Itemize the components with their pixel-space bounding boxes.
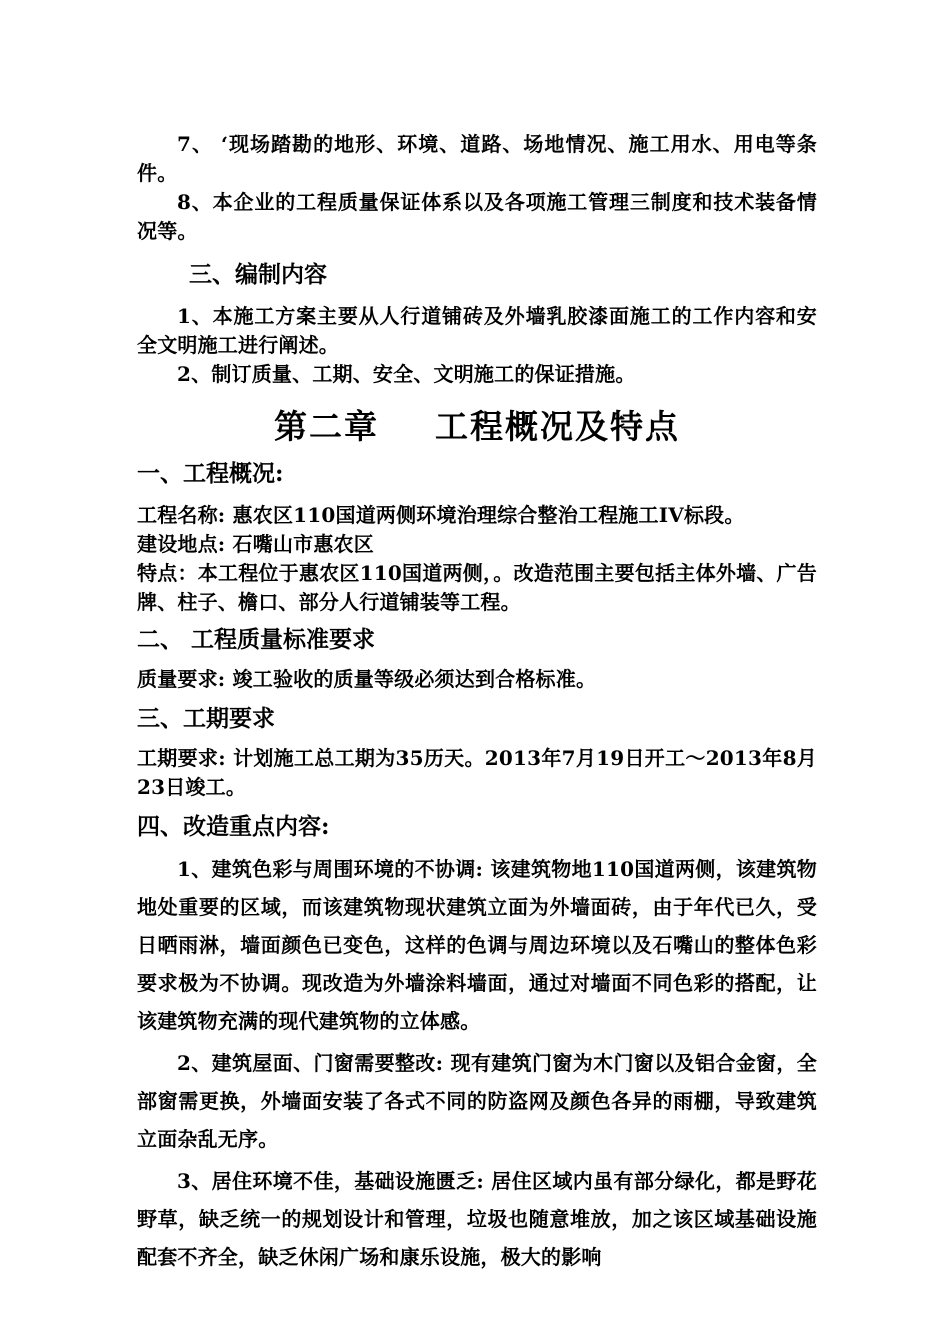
key-content-para-2: 2、建筑屋面、门窗需要整改: 现有建筑门窗为木门窗以及铝合金窗，全部窗需更换，外墙面安装了各式不同的防盗网及颜色各异的雨棚，导致建筑立面杂乱无序。 (137, 1051, 817, 1151)
quality-requirement-line: 质量要求: 竣工验收的质量等级必须达到合格标准。 (137, 667, 597, 691)
section-3-heading: 三、编制内容 (189, 261, 327, 288)
quality-heading: 二、 工程质量标准要求 (137, 626, 376, 653)
key-content-para-3: 3、居住环境不佳，基础设施匮乏: 居住区域内虽有部分绿化，都是野花野草，缺乏统一的规划设计和管理，垃圾也随意堆放，加之该区域基础设施配套不齐全，缺乏休闲广场和康乐设施，极大的影响 (137, 1169, 817, 1269)
document-body (137, 130, 817, 1276)
schedule-heading: 三、工期要求 (137, 705, 275, 732)
chapter-2-heading (137, 407, 817, 447)
overview-heading: 一、工程概况: (137, 460, 284, 487)
section-3-item-1: 1、本施工方案主要从人行道铺砖及外墙乳胶漆面施工的工作内容和安全文明施工进行阐述。 (137, 304, 817, 357)
key-content-para-1: 1、建筑色彩与周围环境的不协调: 该建筑物地110国道两侧，该建筑物地处重要的区域，而该建筑物现状建筑立面为外墙面砖，由于年代已久，受日晒雨淋，墙面颜色已变色，这样的色调与周边环境以及石嘴山的整体色彩要求极为不协调。现改造为外墙涂料墙面，通过对墙面不同色彩的搭配，让该建筑物充满的现代建筑物的立体感。 (137, 857, 817, 1033)
chapter-title: 工程概况及特点 (435, 407, 680, 446)
chapter-number: 第二章 (274, 407, 379, 446)
intro-item-8: 8、本企业的工程质量保证体系以及各项施工管理三制度和技术装备情况等。 (137, 190, 817, 243)
section-3-item-2: 2、制订质量、工期、安全、文明施工的保证措施。 (177, 362, 636, 386)
intro-item-7: 7、 ‘现场踏勘的地形、环境、道路、场地情况、施工用水、用电等条件。 (137, 132, 817, 185)
key-content-heading: 四、改造重点内容: (137, 813, 330, 840)
project-location-line: 建设地点: 石嘴山市惠农区 (137, 532, 374, 556)
project-feature-line: 特点：本工程位于惠农区110国道两侧，。改造范围主要包括主体外墙、广告牌、柱子、檐口、部分人行道铺装等工程。 (137, 561, 817, 614)
schedule-requirement-line: 工期要求: 计划施工总工期为35历天。2013年7月19日开工～2013年8月23日竣工。 (137, 746, 817, 799)
project-name-line: 工程名称: 惠农区110国道两侧环境治理综合整治工程施工IV标段。 (137, 503, 745, 527)
